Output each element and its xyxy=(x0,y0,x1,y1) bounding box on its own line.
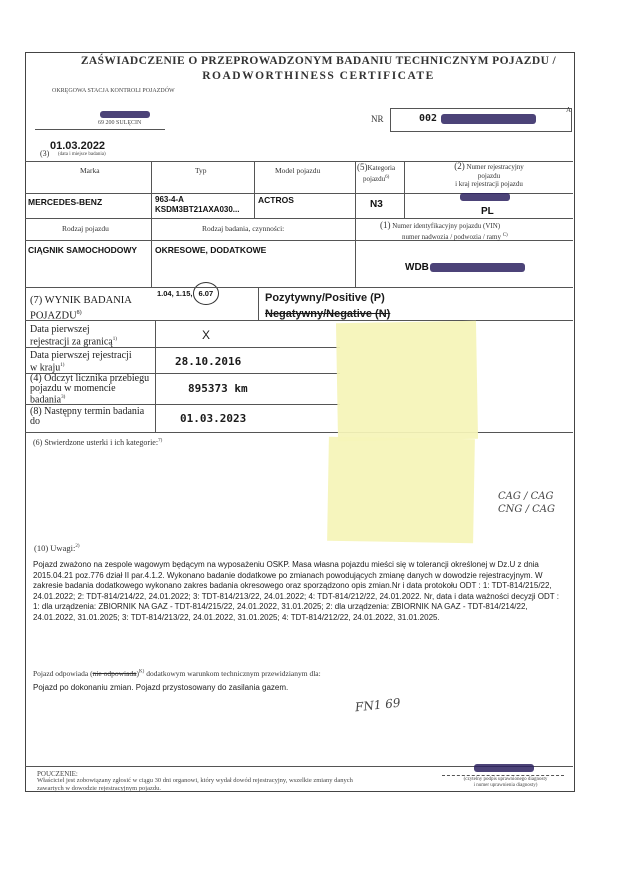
vin-redaction xyxy=(430,263,525,272)
sticky-note-top xyxy=(336,321,478,441)
corner-mark: A xyxy=(566,106,572,114)
marka-label: Marka xyxy=(80,166,100,175)
model-value: ACTROS xyxy=(258,195,294,205)
rodzaj-value: CIĄGNIK SAMOCHODOWY xyxy=(28,245,138,255)
country-value: PL xyxy=(481,206,494,217)
pouczenie-text: Właściciel jest zobowiązany zgłosić w ciągu 30 dni organowi, który wydał dowód rejestracyjny, wszelkie zmiany danych zawartych w dowodzie rejestracyjnym pojazdu. xyxy=(37,777,353,792)
result-label: (7) WYNIK BADANIA POJAZDU$^{8)}$ xyxy=(30,295,132,322)
sticky-note-bottom xyxy=(327,437,475,544)
badanie-label: Rodzaj badania, czynności: xyxy=(202,224,285,233)
model-label: Model pojazdu xyxy=(275,166,321,175)
pouczenie-label: POUCZENIE: xyxy=(37,770,78,778)
vin-label: (1) Numer identyfikacyjny pojazdu (VIN) numer nadwozia / podwozia / ramy $^{C)}$ xyxy=(380,220,508,242)
station-redaction xyxy=(100,111,150,118)
defects-label: (6) Stwierdzone usterki i ich kategorie:$^{7)}$ xyxy=(33,438,163,447)
remarks-label: (10) Uwagi:$^{2)}$ xyxy=(34,543,80,553)
result-negative: Negatywny/Negative (N) xyxy=(265,308,391,320)
compliance-value: Pojazd po dokonaniu zmian. Pojazd przystosowany do zasilania gazem. xyxy=(33,683,289,692)
nr-redaction xyxy=(441,114,536,124)
row-next-inspection-value: 01.03.2023 xyxy=(180,412,247,425)
date-num: (3) xyxy=(40,149,50,158)
row-odometer-label: (4) Odczyt licznika przebiegu pojazdu w momencie badania$^{3)}$ xyxy=(30,373,150,406)
nr-label: NR xyxy=(371,114,384,124)
date-label: (data i miejsce badania) xyxy=(58,152,106,157)
rodzaj-label: Rodzaj pojazdu xyxy=(62,224,109,233)
paragraphs-value: 1.04, 1.15, 6.07 xyxy=(157,282,219,305)
nr-value: 002 xyxy=(419,113,438,124)
registration-redaction xyxy=(460,193,510,201)
handwritten-note-right: CAG / CAG CNG / CAG xyxy=(498,491,555,515)
handwritten-note-bottom: FN1 69 xyxy=(354,695,402,715)
row-foreign-registration-label: Data pierwszej rejestracji za granicą$^{1)}$ xyxy=(30,324,117,348)
typ-label: Typ xyxy=(195,166,207,175)
category-label: (5)Kategoria pojazdu$^{6)}$ xyxy=(357,162,396,184)
title-polish: ZAŚWIADCZENIE O PRZEPROWADZONYM BADANIU TECHNICZNYM POJAZDU / xyxy=(80,55,557,67)
row-domestic-registration-label: Data pierwszej rejestracji w kraju$^{1)}$ xyxy=(30,350,132,374)
badanie-value: OKRESOWE, DODATKOWE xyxy=(155,245,267,255)
nr-box xyxy=(390,108,572,132)
station-label: OKRĘGOWA STACJA KONTROLI POJAZDÓW xyxy=(52,88,175,94)
row-next-inspection-label: (8) Następny termin badania do xyxy=(30,406,145,427)
typ-value: 963-4-A KSDM3BT21AXA030... xyxy=(155,195,240,214)
result-positive: Pozytywny/Positive (P) xyxy=(265,292,385,304)
title-english: ROADWORTHINESS CERTIFICATE xyxy=(202,70,435,82)
marka-value: MERCEDES-BENZ xyxy=(28,197,103,207)
station-city: 69 200 SULĘCIN xyxy=(98,120,142,126)
row-odometer-value: 895373 km xyxy=(188,382,248,395)
row-foreign-registration-value: X xyxy=(202,328,211,342)
remarks-text: Pojazd zważono na zespole wagowym będącym na wyposażeniu OSKP. Masa własna pojazdu mieści się w tolerancji określonej w Dz.U z dnia 2015.04.21 poz.776 dział II par.4.1.2. Wykonano badanie dodatkowe po zmianach powodujących zmianę danych w dowodzie rejestracyjnym. W zakresie badania dodatkowego wykonano zakres badania okresowego oraz sporządzono opis zmian.Nr i data protokołu ODT : 1: TDT-814/215/22, 24.01.2022; 2: TDT-814/214/22, 24.01.2022; 3: TDT-814/213/22, 24.01.2022; 4: TDT-814/212/22, 24.01.2022. Nr, data i data ważności decyzji ODT : 1: dla urządzenia: ZBIORNIK NA GAZ - TDT-814/215/22, 24.01.2022, 31.01.2025; 2: dla urządzenia: ZBIORNIK NA GAZ - TDT-814/214/22, 24.01.2022, 31.01.2025; 3: TDT-814/213/22, 24.01.2022, 31.01.2025; 4: TDT-814/212/22, 24.01.2022, 31.01.2025. xyxy=(33,560,559,622)
row-domestic-registration-value: 28.10.2016 xyxy=(175,355,242,368)
signature-label: (czytelny podpis uprawnionego diagnosty i numer uprawnienia diagnosty) xyxy=(463,777,548,788)
registration-label: (2) Numer rejestracyjny pojazdu i kraj rejestracji pojazdu xyxy=(454,161,524,188)
category-value: N3 xyxy=(370,199,383,210)
signature-redaction xyxy=(474,764,534,772)
inspection-date: 01.03.2022 xyxy=(50,140,106,152)
compliance-line: Pojazd odpowiada (nie odpowiada)$^{K)}$ dodatkowym warunkom technicznym przewidzianym dla: xyxy=(33,669,321,678)
vin-value: WDB xyxy=(405,262,429,273)
